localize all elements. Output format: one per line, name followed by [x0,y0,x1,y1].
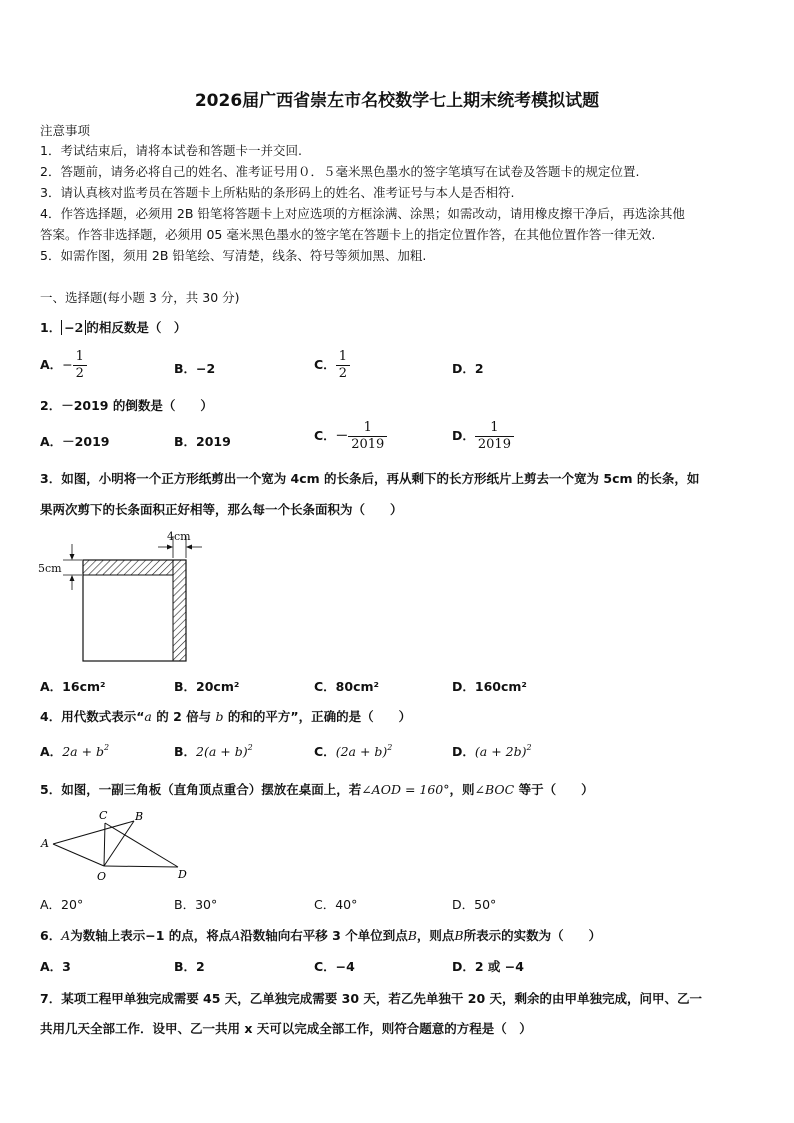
q2-option-a: A．－2019 [40,434,110,449]
expression: (a + 2b) [474,744,527,759]
absolute-value-expr: −2 [61,320,86,335]
numerator: 1 [73,349,87,366]
point-a: A [231,928,241,943]
page-title: 2026届广西省崇左市名校数学七上期末统考模拟试题 [194,91,600,111]
angle-condition: ∠AOD = 160° [361,782,450,797]
question-stem: 的相反数是（ ） [86,320,187,335]
q3-option-d: D．160cm² [452,679,527,694]
q6-option-a: A．3 [40,959,71,974]
stem-text: 5．如图，一副三角板（直角顶点重合）摆放在桌面上，若 [40,782,362,797]
stem-text: ，则点 [416,928,455,943]
question-1 [40,318,186,336]
option-label: A． [40,744,63,759]
option-label: D． [452,428,475,443]
section-heading: 一、选择题(每小题 3 分，共 30 分) [40,290,240,305]
q1-option-a [40,349,87,382]
option-label: D． [452,744,475,759]
q5-option-c: C．40° [314,897,358,912]
exponent: 2 [247,743,253,752]
q4-option-c [314,742,392,760]
denominator: 2019 [351,437,385,452]
option-label: B． [174,744,197,759]
numerator: 1 [348,420,387,437]
q6-option-b: B．2 [174,959,205,974]
question-6 [40,926,601,944]
notice-item-4: 4．作答选择题，必须用 2B 铅笔将答题卡上对应选项的方框涂满、涂黑；如需改动，请用橡皮擦干净后，再选涂其他 [40,206,685,221]
q3-option-b: B．20cm² [174,679,240,694]
point-b: B [454,928,464,943]
notice-item-2: 2．答题前，请务必将自己的姓名、准考证号用０．５毫米黑色墨水的签字笔填写在试卷及答题卡的规定位置. [40,164,640,179]
exponent: 2 [387,743,393,752]
variable-a: a [144,709,152,724]
question-3-line-2: 果两次剪下的长条面积正好相等，那么每一个长条面积为（ ） [40,502,403,517]
stem-text: 所表示的实数为（ ） [463,928,602,943]
vertex-label-a: A [41,837,49,850]
question-4 [40,707,411,725]
q1-option-c [314,349,350,382]
question-7-line-2: 共用几天全部工作．设甲、乙一共用 x 天可以完成全部工作，则符合题意的方程是（ ） [40,1021,532,1036]
vertex-label-d: D [178,868,187,881]
numerator: 1 [336,349,350,366]
q5-option-b: B．30° [174,897,218,912]
stem-text: 为数轴上表示−1 的点，将点 [70,928,232,943]
stem-text: 等于（ ） [514,782,594,797]
denominator: 2019 [477,437,511,452]
stem-text: ，则 [449,782,475,797]
q1-option-d: D．2 [452,361,484,376]
notice-item-5: 5．如需作图，须用 2B 铅笔绘、写清楚，线条、符号等须加黑、加粗. [40,248,427,263]
point-b: B [407,928,417,943]
point-a: A [61,928,71,943]
q4-option-d [452,742,532,760]
option-label: C．－ [314,428,349,443]
notice-heading: 注意事项 [40,123,91,138]
stem-text: 4．用代数式表示“ [40,709,145,724]
fraction [475,420,514,453]
expression: 2a + b [62,744,105,759]
question-number: 1． [40,320,62,335]
hatched-strip-4cm [173,560,186,661]
q3-option-c: C．80cm² [314,679,379,694]
q6-option-d: D．2 或 −4 [452,959,524,974]
q2-option-b: B．2019 [174,434,231,449]
option-label: A． [40,357,63,372]
expression: (2a + b) [335,744,388,759]
numerator: 1 [475,420,514,437]
q5-option-d: D．50° [452,897,497,912]
q3-option-a: A．16cm² [40,679,106,694]
fraction [336,349,350,382]
notice-item-1: 1．考试结束后，请将本试卷和答题卡一并交回. [40,143,302,158]
denominator: 2 [75,366,84,381]
target-angle: ∠BOC [474,782,515,797]
vertex-label-c: C [99,809,108,822]
label-5cm: 5cm [38,562,62,575]
question-3-line-1: 3．如图，小明将一个正方形纸剪出一个宽为 4cm 的长条后，再从剩下的长方形纸片上剪去一个宽为 5cm 的长条，如 [40,471,700,486]
minus-sign: − [62,357,73,372]
question-number: 6． [40,928,62,943]
question-7-line-1: 7．某项工程甲单独完成需要 45 天，乙单独完成需要 30 天，若乙先单独干 20 天，剩余的由甲单独完成，问甲、乙一 [40,991,702,1006]
vertex-label-b: B [135,810,144,823]
exponent: 2 [526,743,532,752]
stem-text: 的 2 倍与 [151,709,216,724]
square-cut-figure [36,528,216,668]
stem-text: 的和的平方”，正确的是（ ） [223,709,412,724]
notice-item-3: 3．请认真核对监考员在答题卡上所粘贴的条形码上的姓名、准考证号与本人是否相符. [40,185,515,200]
q2-option-c [314,420,387,453]
q6-option-c: C．−4 [314,959,355,974]
label-4cm: 4cm [167,530,191,543]
option-label: C． [314,744,336,759]
expression: 2(a + b) [196,744,248,759]
question-5 [40,780,594,798]
fraction [73,349,87,382]
q5-option-a: A．20° [40,897,84,912]
hatched-strip-5cm [83,560,173,575]
stem-text: 沿数轴向右平移 3 个单位到点 [240,928,408,943]
notice-item-4-cont: 答案。作答非选择题，必须用 05 毫米黑色墨水的签字笔在答题卡上的指定位置作答，在其他位置作答一律无效. [40,227,656,242]
option-text: B．−2 [174,361,216,376]
q4-option-b [174,742,253,760]
q1-option-b [174,359,215,377]
q2-option-d [452,420,514,453]
denominator: 2 [338,366,347,381]
q4-option-a [40,742,109,760]
question-2: 2．－2019 的倒数是（ ） [40,398,213,413]
vertex-label-o: O [97,870,107,882]
fraction [348,420,387,453]
exponent: 2 [104,743,110,752]
triangle-board-figure [36,806,196,882]
option-label: C． [314,357,336,372]
variable-b: b [215,709,224,724]
